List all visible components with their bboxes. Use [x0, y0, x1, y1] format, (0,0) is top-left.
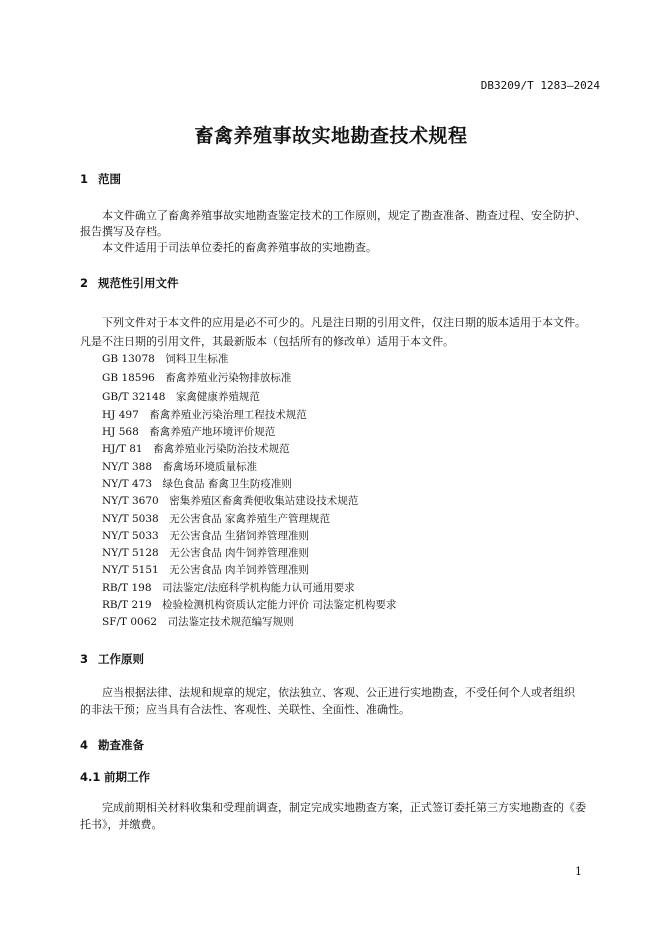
section-2-para-1-line-2: 凡是不注日期的引用文件，其最新版本（包括所有的修改单）适用于本文件。: [80, 335, 454, 348]
reference-item: RB/T 198 司法鉴定/法庭科学机构能力认可通用要求: [102, 582, 355, 594]
standard-code: DB3209/T 1283—2024: [480, 79, 600, 92]
section-number: 4: [80, 738, 89, 752]
reference-item: NY/T 388 畜禽场环境质量标准: [102, 461, 258, 473]
section-title: 范围: [98, 172, 121, 186]
section-title: 工作原则: [98, 652, 144, 666]
section-1-para-1-line-2: 报告撰写及存档。: [80, 225, 168, 238]
section-number: 4.1: [80, 770, 101, 784]
reference-item: HJ 568 畜禽养殖产地环境评价规范: [102, 426, 276, 438]
page-title: 畜禽养殖事故实地勘查技术规程: [194, 125, 468, 147]
reference-item: SF/T 0062 司法鉴定技术规范编写规则: [102, 616, 294, 628]
section-title: 规范性引用文件: [98, 276, 179, 290]
section-2-para-1-line-1: 下列文件对于本文件的应用是必不可少的。凡是注日期的引用文件，仅注日期的版本适用于本文件。: [102, 316, 586, 329]
reference-item: NY/T 473 绿色食品 畜禽卫生防疫准则: [102, 478, 292, 490]
section-4-1-heading: [80, 769, 150, 785]
page-number: 1: [575, 865, 582, 878]
reference-item: GB 18596 畜禽养殖业污染物排放标准: [102, 372, 292, 384]
section-1-para-2: 本文件适用于司法单位委托的畜禽养殖事故的实地勘查。: [102, 241, 377, 254]
reference-item: NY/T 5151 无公害食品 肉羊饲养管理准则: [102, 564, 310, 576]
reference-item: NY/T 3670 密集养殖区畜禽粪便收集站建设技术规范: [102, 495, 359, 507]
section-title: 前期工作: [104, 770, 150, 784]
section-4-heading: [80, 737, 144, 753]
reference-item: NY/T 5033 无公害食品 生猪饲养管理准则: [102, 530, 310, 542]
section-3-para-1-line-2: 的非法干预；应当具有合法性、客观性、关联性、全面性、准确性。: [80, 703, 410, 716]
section-number: 2: [80, 276, 89, 290]
section-3-para-1-line-1: 应当根据法律、法规和规章的规定，依法独立、客观、公正进行实地勘查，不受任何个人或者组织: [102, 686, 575, 699]
reference-item: GB/T 32148 家禽健康养殖规范: [102, 391, 260, 403]
reference-item: NY/T 5038 无公害食品 家禽养殖生产管理规范: [102, 513, 331, 525]
reference-item: RB/T 219 检验检测机构资质认定能力评价 司法鉴定机构要求: [102, 599, 397, 611]
reference-item: GB 13078 饲料卫生标准: [102, 353, 229, 365]
section-number: 1: [80, 172, 89, 186]
section-4-1-para-1-line-1: 完成前期相关材料收集和受理前调查，制定完成实地勘查方案，正式签订委托第三方实地勘查的《委: [102, 801, 586, 814]
section-title: 勘查准备: [98, 738, 144, 752]
section-4-1-para-1-line-2: 托书》，并缴费。: [80, 818, 163, 831]
reference-item: HJ 497 畜禽养殖业污染治理工程技术规范: [102, 409, 307, 421]
section-1-para-1-line-1: 本文件确立了畜禽养殖事故实地勘查鉴定技术的工作原则，规定了勘查准备、勘查过程、安全防护、: [102, 209, 586, 222]
reference-item: NY/T 5128 无公害食品 肉牛饲养管理准则: [102, 547, 310, 559]
section-1-heading: [80, 171, 121, 187]
section-3-heading: [80, 651, 144, 667]
section-2-heading: [80, 275, 179, 291]
section-number: 3: [80, 652, 89, 666]
reference-item: HJ/T 81 畜禽养殖业污染防治技术规范: [102, 443, 290, 455]
